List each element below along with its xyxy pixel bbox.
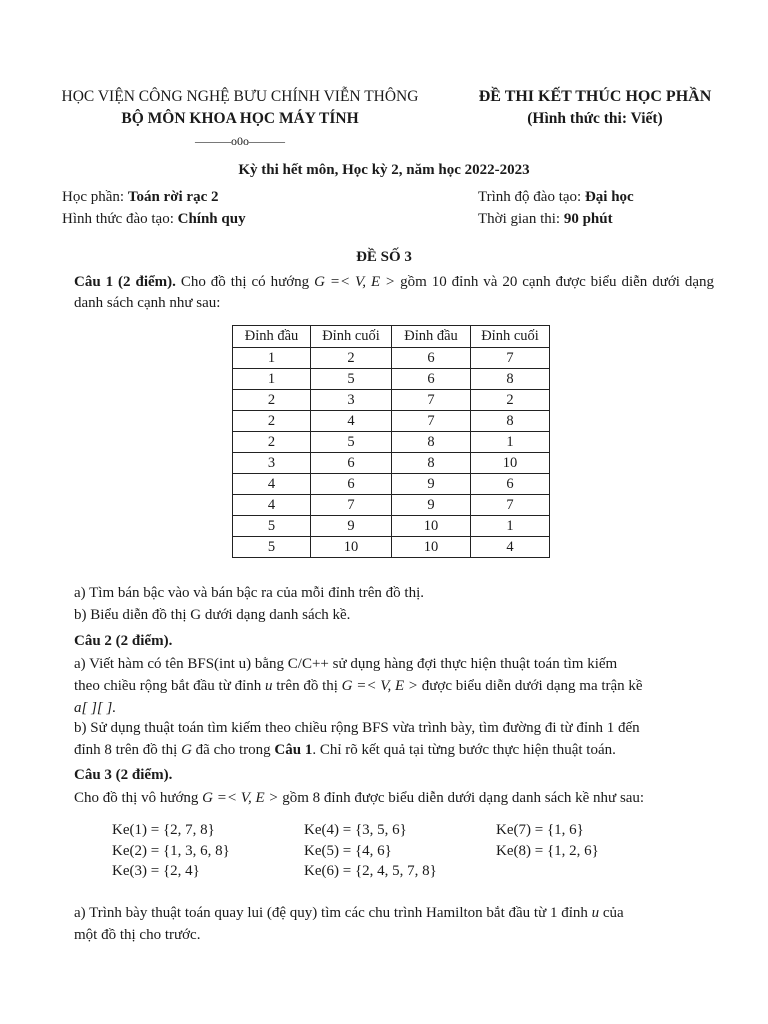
- q3-title: Câu 3 (2 điểm).: [74, 767, 173, 783]
- table-row: [233, 537, 550, 558]
- time-label: Thời gian thi:: [478, 211, 561, 227]
- table-cell: 7: [392, 411, 471, 432]
- table-cell: 3: [233, 453, 311, 474]
- q2-part-b-line1: b) Sử dụng thuật toán tìm kiếm theo chiều rộng BFS vừa trình bày, tìm đường đi từ đỉnh 1 đến: [74, 720, 640, 736]
- adjacency-entry: Ke(8) = {1, 2, 6}: [496, 843, 599, 859]
- q3-a-pre: a) Trình bày thuật toán quay lui (đệ quy) tìm các chu trình Hamilton bắt đầu từ 1 đỉnh: [74, 905, 588, 921]
- q1-intro-a: Cho đồ thị có hướng: [180, 274, 310, 290]
- table-header-row: [233, 326, 550, 348]
- q2-part-a-line3: [74, 698, 714, 719]
- table-cell: 10: [471, 453, 550, 474]
- q2-part-a-line2: [74, 676, 714, 697]
- ornament-divider: ———o0o———: [195, 134, 285, 148]
- table-header-cell: Đỉnh cuối: [471, 326, 550, 348]
- exam-title: ĐỀ THI KẾT THÚC HỌC PHẦN: [478, 88, 712, 105]
- institute-name: HỌC VIỆN CÔNG NGHỆ BƯU CHÍNH VIỄN THÔNG: [61, 88, 419, 105]
- table-cell: 2: [233, 390, 311, 411]
- adjacency-entry: Ke(6) = {2, 4, 5, 7, 8}: [304, 863, 437, 879]
- table-cell: 7: [471, 495, 550, 516]
- adjacency-entry: Ke(5) = {4, 6}: [304, 843, 392, 859]
- table-cell: 10: [392, 516, 471, 537]
- q1-part-b: b) Biểu diễn đồ thị G dưới dạng danh sách kề.: [74, 607, 351, 623]
- q3-part-a-line1: [74, 903, 714, 924]
- q2-title: Câu 2 (2 điểm).: [74, 633, 173, 649]
- table-cell: 8: [471, 369, 550, 390]
- q1-title: Câu 1 (2 điểm).: [74, 274, 176, 290]
- q2-b-ref: Câu 1: [274, 742, 313, 758]
- course-label: Học phần:: [62, 189, 125, 205]
- table-row: [233, 495, 550, 516]
- adjacency-entry: Ke(4) = {3, 5, 6}: [304, 822, 407, 838]
- q1-intro: [74, 272, 714, 314]
- table-cell: 1: [233, 348, 311, 369]
- q2-a-graph: G =< V, E >: [341, 678, 419, 694]
- adjacency-entry: Ke(3) = {2, 4}: [112, 863, 200, 879]
- table-cell: 9: [311, 516, 392, 537]
- adjacency-entry: Ke(1) = {2, 7, 8}: [112, 822, 215, 838]
- q2-a-mid: trên đồ thị: [276, 678, 338, 694]
- table-cell: 9: [392, 495, 471, 516]
- level-info: [478, 189, 634, 206]
- q2-b-pre: đỉnh 8 trên đồ thị: [74, 742, 178, 758]
- q3-graph: G =< V, E >: [202, 790, 279, 806]
- table-cell: 8: [392, 453, 471, 474]
- table-cell: 1: [471, 432, 550, 453]
- table-cell: 5: [233, 516, 311, 537]
- q2-a-pre: theo chiều rộng bắt đầu từ đỉnh: [74, 678, 262, 694]
- table-cell: 8: [471, 411, 550, 432]
- table-cell: 4: [311, 411, 392, 432]
- table-row: [233, 516, 550, 537]
- table-row: [233, 369, 550, 390]
- q3-part-a-line2: một đồ thị cho trước.: [74, 927, 201, 943]
- mode-label: Hình thức đào tạo:: [62, 211, 174, 227]
- table-row: [233, 474, 550, 495]
- adjacency-entry: Ke(7) = {1, 6}: [496, 822, 584, 838]
- q2-b-var-g: G: [181, 742, 192, 758]
- course-value: Toán rời rạc 2: [127, 189, 219, 205]
- table-row: [233, 411, 550, 432]
- session-line: Kỳ thi hết môn, Học kỳ 2, năm học 2022-2023: [238, 162, 530, 178]
- table-cell: 9: [392, 474, 471, 495]
- table-cell: 5: [311, 369, 392, 390]
- q3-a-var-u: u: [591, 905, 600, 921]
- q2-a-var-u: u: [265, 678, 273, 694]
- table-cell: 2: [471, 390, 550, 411]
- table-cell: 7: [392, 390, 471, 411]
- table-cell: 2: [233, 432, 311, 453]
- time-info: [478, 211, 613, 228]
- table-row: [233, 432, 550, 453]
- table-cell: 1: [233, 369, 311, 390]
- table-cell: 3: [311, 390, 392, 411]
- q3-a-post: của: [602, 905, 624, 921]
- table-cell: 5: [311, 432, 392, 453]
- table-cell: 10: [392, 537, 471, 558]
- table-cell: 4: [233, 495, 311, 516]
- table-cell: 7: [471, 348, 550, 369]
- table-row: [233, 348, 550, 369]
- time-value: 90 phút: [563, 211, 613, 227]
- table-header-cell: Đỉnh đầu: [233, 326, 311, 348]
- level-value: Đại học: [584, 189, 634, 205]
- table-row: [233, 453, 550, 474]
- mode-info: [62, 211, 246, 228]
- table-cell: 8: [392, 432, 471, 453]
- edge-list-table: [232, 325, 550, 558]
- table-cell: 4: [233, 474, 311, 495]
- q2-b-post: . Chỉ rõ kết quả tại từng bước thực hiện thuật toán.: [312, 742, 616, 758]
- adjacency-entry: Ke(2) = {1, 3, 6, 8}: [112, 843, 230, 859]
- table-row: [233, 390, 550, 411]
- q3-intro: [74, 788, 714, 809]
- table-cell: 6: [311, 453, 392, 474]
- table-cell: 10: [311, 537, 392, 558]
- q2-part-a-line1: a) Viết hàm có tên BFS(int u) bằng C/C++ sử dụng hàng đợi thực hiện thuật toán tìm kiếm: [74, 656, 618, 672]
- exam-form: (Hình thức thi: Viết): [527, 110, 663, 127]
- q1-part-a: a) Tìm bán bậc vào và bán bậc ra của mỗi đỉnh trên đồ thị.: [74, 585, 425, 601]
- table-header-cell: Đỉnh cuối: [311, 326, 392, 348]
- table-cell: 5: [233, 537, 311, 558]
- q3-intro-b: gồm 8 đỉnh được biểu diễn dưới dạng danh sách kề như sau:: [282, 790, 645, 806]
- mode-value: Chính quy: [177, 211, 246, 227]
- table-header-cell: Đỉnh đầu: [392, 326, 471, 348]
- q3-intro-a: Cho đồ thị vô hướng: [74, 790, 199, 806]
- table-cell: 2: [233, 411, 311, 432]
- q2-a-post: được biểu diễn dưới dạng ma trận kề: [421, 678, 643, 694]
- q1-intro-b: gồm 10 đỉnh và 20 cạnh được biểu diễn dưới dạng danh sách cạnh như sau:: [74, 274, 715, 311]
- course-info: [62, 189, 219, 206]
- table-cell: 6: [392, 369, 471, 390]
- table-cell: 6: [311, 474, 392, 495]
- q2-b-mid: đã cho trong: [195, 742, 271, 758]
- level-label: Trình độ đào tạo:: [478, 189, 582, 205]
- table-cell: 2: [311, 348, 392, 369]
- table-cell: 6: [471, 474, 550, 495]
- q2-part-b-line2: [74, 740, 714, 761]
- table-cell: 1: [471, 516, 550, 537]
- department-name: BỘ MÔN KHOA HỌC MÁY TÍNH: [121, 110, 359, 127]
- table-cell: 6: [392, 348, 471, 369]
- exam-number: ĐỀ SỐ 3: [356, 249, 412, 265]
- q1-graph: G =< V, E >: [314, 274, 396, 290]
- q2-a-matrix: a[ ][ ].: [74, 700, 117, 716]
- table-cell: 7: [311, 495, 392, 516]
- table-cell: 4: [471, 537, 550, 558]
